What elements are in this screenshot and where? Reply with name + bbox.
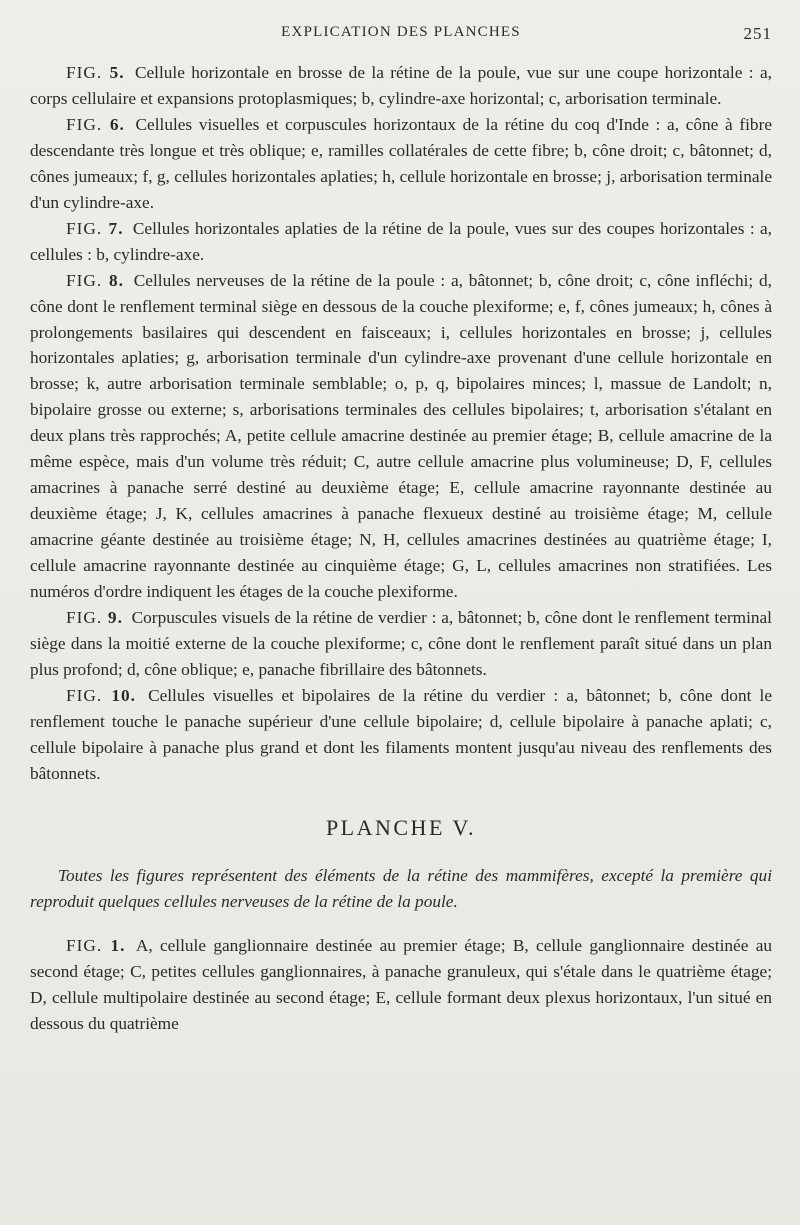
plate-title: PLANCHE V. xyxy=(325,814,477,840)
running-title: EXPLICATION DES PLANCHES xyxy=(281,24,521,40)
page-number: 251 xyxy=(743,24,772,43)
fig-label: FIG. 1. xyxy=(66,935,126,955)
fig-label: FIG. 10. xyxy=(66,685,136,705)
fig-5-paragraph xyxy=(30,60,772,112)
fig-9-paragraph xyxy=(30,605,772,683)
fig-10-paragraph xyxy=(30,683,772,787)
fig-text: Cellules nerveuses de la rétine de la poule : a, bâtonnet; b, cône droit; c, cône infléchi; d, cône dont le renflement terminal siège en dessous de la couche plexiforme; e, f, cônes jumeaux; h, cônes à prolongements basilaires qui descendent en faisceaux; i, cellules horizontales en brosse; j, cellules horizontales aplaties; g, arborisation terminale d'un cylindre-axe provenant d'une cellule horizontale en brosse; k, autre arborisation terminale semblable; o, p, q, bipolaires minces; l, massue de Landolt; n, bipolaire grosse ou externe; s, arborisations terminales des cellules bipolaires; t, arborisation s'étalant en deux plans très rapprochés; A, petite cellule amacrine destinée au premier étage; B, cellule amacrine de la même espèce, mais d'un volume très réduit; C, autre cellule amacrine plus volumineuse; D, F, cellules amacrines à panache serré destiné au deuxième étage; E, cellule amacrine rayonnante destinée au deuxième étage; J, K, cellules amacrines à panache flexueux destiné au troisième étage; M, cellule amacrine géante destinée au troisième étage; N, H, cellules amacrines destinées au quatrième étage; I, cellule amacrine rayonnante destinée au cinquième étage; G, L, cellules amacrines non stratifiées. Les numéros d'ordre indiquent les étages de la couche plexiforme. xyxy=(30,270,772,602)
fig-label: FIG. 9. xyxy=(66,608,123,628)
plate-fig-1-paragraph xyxy=(30,933,772,1037)
fig-label: FIG. 6. xyxy=(66,114,125,134)
fig-text: Corpuscules visuels de la rétine de verdier : a, bâtonnet; b, cône dont le renflement terminal siège dans la moitié externe de la couche plexiforme; c, cône dont le renflement paraît situé dans un plan plus profond; d, cône oblique; e, panache fibrillaire des bâtonnets. xyxy=(30,608,772,679)
fig-6-paragraph xyxy=(30,112,772,216)
fig-7-paragraph xyxy=(30,216,772,268)
fig-text: A, cellule ganglionnaire destinée au premier étage; B, cellule ganglionnaire destinée au second étage; C, petites cellules ganglionnaires, à panache granuleux, qui s'étale dans le quatrième étage; D, cellule multipolaire destinée au second étage; E, cellule formant deux plexus horizontaux, l'un situé en dessous du quatrième xyxy=(30,935,772,1033)
figure-explanations xyxy=(30,60,772,787)
fig-label: FIG. 7. xyxy=(66,218,124,238)
fig-text: Cellules visuelles et bipolaires de la rétine du verdier : a, bâtonnet; b, cône dont le renflement touche le panache supérieur d'une cellule bipolaire; d, cellule bipolaire à panache aplati; c, cellule bipolaire à panache plus grand et dont les filaments montent jusqu'au niveau des renflements des bâtonnets. xyxy=(30,685,772,783)
fig-8-paragraph xyxy=(30,268,772,605)
fig-label: FIG. 5. xyxy=(66,63,125,82)
fig-label: FIG. 8. xyxy=(66,270,124,290)
fig-text: Cellules visuelles et corpuscules horizontaux de la rétine du coq d'Inde : a, cône à fibre descendante très longue et très oblique; e, ramilles collatérales de cette fibre; b, cône droit; c, bâtonnet; d, cônes jumeaux; f, g, cellules horizontales aplaties; h, cellule horizontale en brosse; j, arborisation terminale d'un cylindre-axe. xyxy=(30,114,772,212)
page-header xyxy=(30,22,772,60)
fig-text: Cellule horizontale en brosse de la rétine de la poule, vue sur une coupe horizontale : a, corps cellulaire et expansions protoplasmiques; b, cylindre-axe horizontal; c, arborisation terminale. xyxy=(30,63,772,108)
fig-text: Cellules horizontales aplaties de la rétine de la poule, vues sur des coupes horizontales : a, cellules : b, cylindre-axe. xyxy=(30,218,772,264)
plate-figure-explanations xyxy=(30,933,772,1037)
plate-intro: Toutes les figures représentent des éléments de la rétine des mammifères, excepté la première qui reproduit quelques cellules nerveuses de la rétine de la poule. xyxy=(30,865,772,911)
